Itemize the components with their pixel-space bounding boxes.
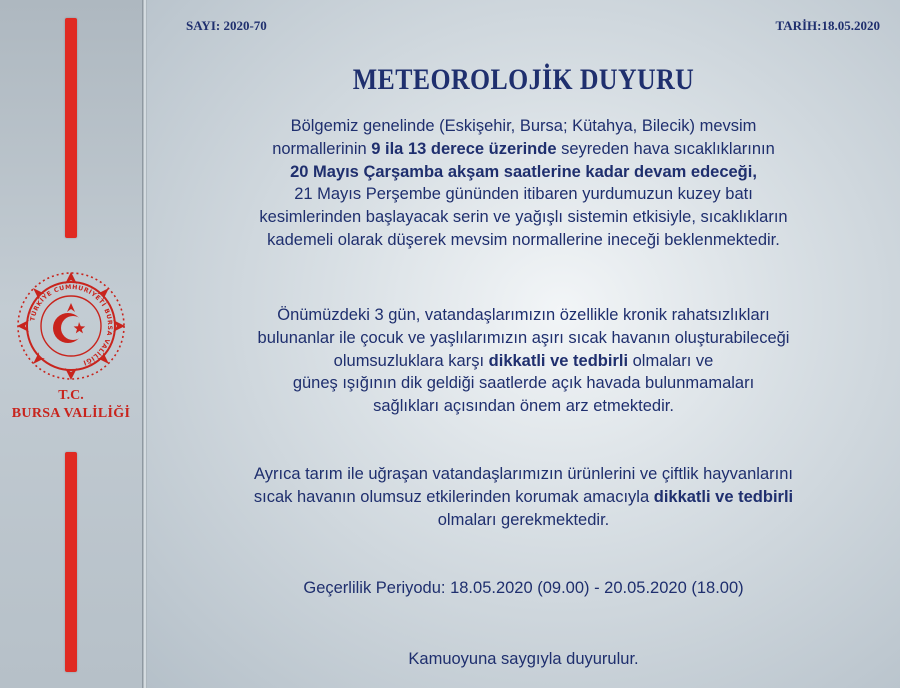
- decorative-red-bar-bottom: [65, 452, 77, 672]
- p2-line: bulunanlar ile çocuk ve yaşlılarımızın aşırı sıcak havanın oluşturabileceği: [257, 328, 790, 347]
- closing-statement: Kamuoyuna saygıyla duyurulur.: [408, 650, 639, 668]
- emblem-ring-text: TÜRKİYE CUMHURİYETİ BURSA VALİLİĞİ: [29, 283, 114, 366]
- p1-line: normallerinin 9 ila 13 derece üzerinde seyreden hava sıcaklıklarının: [272, 139, 775, 158]
- p2-line: güneş ışığının dik geldiği saatlerde açık havada bulunmamaları: [292, 374, 755, 393]
- announcement-number: SAYI: 2020-70: [186, 18, 267, 33]
- p1-line: kesimlerinden başlayacak serin ve yağışlı sistemin etkisiyle, sıcaklıkların: [259, 208, 788, 227]
- validity-period: Geçerlilik Periyodu: 18.05.2020 (09.00) - 20.05.2020 (18.00): [303, 579, 744, 597]
- org-name-bursa-valiligi: BURSA VALİLİĞİ: [11, 406, 131, 421]
- p1-line: 21 Mayıs Perşembe gününden itibaren yurdumuzun kuzey batı: [294, 185, 753, 204]
- p2-line: olumsuzluklara karşı dikkatli ve tedbirli olmaları ve: [333, 351, 714, 370]
- page-title: METEOROLOJİK DUYURU: [352, 63, 695, 96]
- left-sidebar: [0, 0, 142, 688]
- p1-line: [147, 161, 900, 184]
- p2-line: sağlıkları açısından önem arz etmektedir.: [373, 397, 674, 416]
- p1-highlight-temperature: 9 ila 13 derece üzerinde: [371, 139, 557, 158]
- p2-line: Önümüzdeki 3 gün, vatandaşlarımızın özellikle kronik rahatsızlıkları: [277, 306, 770, 324]
- p1-line: Bölgemiz genelinde (Eskişehir, Bursa; Kütahya, Bilecik) mevsim: [290, 117, 757, 135]
- paragraph-agriculture-warning: [147, 463, 900, 531]
- paragraph-health-warning: [147, 304, 900, 418]
- p1-line: kademeli olarak düşerek mevsim normallerine ineceği beklenmektedir.: [267, 230, 780, 249]
- p3-highlight: dikkatli ve tedbirli: [653, 487, 794, 506]
- decorative-red-bar-top: [65, 18, 77, 238]
- paragraph-forecast: [147, 115, 900, 252]
- bursa-governorship-emblem-icon: [15, 270, 127, 382]
- p3-line: sıcak havanın olumsuz etkilerinden korumak amacıyla dikkatli ve tedbirli: [253, 487, 794, 506]
- p3-line: olmaları gerekmektedir.: [437, 510, 610, 529]
- org-name-tc: T.C.: [58, 388, 84, 403]
- p3-line: Ayrıca tarım ile uğraşan vatandaşlarımızın ürünlerini ve çiftlik hayvanlarını: [254, 465, 793, 483]
- p2-highlight: dikkatli ve tedbirli: [488, 351, 629, 370]
- p1-highlight-date: 20 Mayıs Çarşamba akşam saatlerine kadar devam edeceği,: [290, 162, 757, 181]
- announcement-date: TARİH:18.05.2020: [775, 18, 880, 33]
